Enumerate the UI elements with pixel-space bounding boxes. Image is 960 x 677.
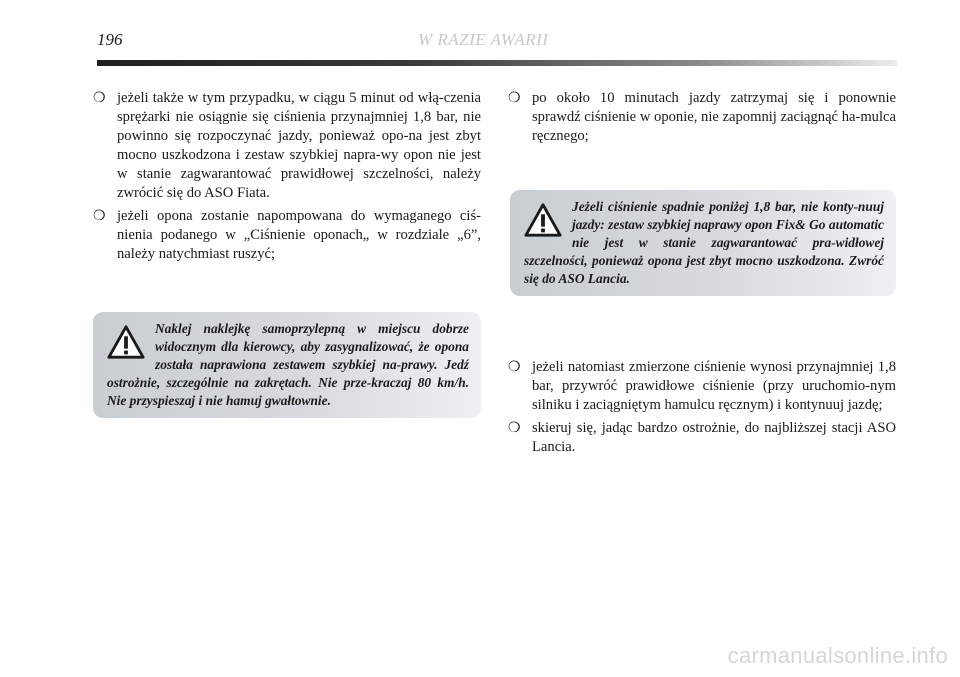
bullet-marker-icon: ❍ xyxy=(93,91,106,106)
bullet-marker-icon: ❍ xyxy=(508,421,521,436)
bullet-text: po około 10 minutach jazdy zatrzymaj się i ponownie sprawdź ciśnienie w oponie, nie zapomnij zaciągnąć ha-mulca ręcznego; xyxy=(532,90,896,144)
bullet-item xyxy=(508,358,896,415)
bullet-text: skieruj się, jadąc bardzo ostrożnie, do najbliższej stacji ASO Lancia. xyxy=(532,420,896,455)
bullet-marker-icon: ❍ xyxy=(93,209,106,224)
bullet-text: jeżeli także w tym przypadku, w ciągu 5 minut od włą-czenia sprężarki nie osiągnie się ciśnienia przynajmniej 1,8 bar, nie powinno się rozpoczynać jazdy, ponieważ opo-na jest zbyt mocno uszkodzona i zestaw szybkiej napra-wy opon nie jest w stanie zagwarantować prawidłowej szczelności, należy zwrócić się do ASO Fiata. xyxy=(117,90,481,201)
warning-triangle-icon xyxy=(524,202,562,238)
watermark: carmanualsonline.info xyxy=(727,643,948,668)
bullet-marker-icon: ❍ xyxy=(508,91,521,106)
bullet-text: jeżeli natomiast zmierzone ciśnienie wynosi przynajmniej 1,8 bar, przywróć prawidłowe ciśnienie (przy uruchomio-nym silniku i zaciągniętym hamulcu ręcznym) i kontynuuj jazdę; xyxy=(532,359,896,413)
bullet-marker-icon: ❍ xyxy=(508,360,521,375)
page-number: 196 xyxy=(97,30,123,49)
bullet-item xyxy=(508,419,896,457)
warning-box-right xyxy=(510,190,896,296)
warning-text: Naklej naklejkę samoprzylepną w miejscu dobrze widocznym dla kierowcy, aby zasygnalizować, że opona została naprawiona zestawem szybkiej na-prawy. Jedź ostrożnie, szczególnie na zakrętach. Nie prze-kraczaj 80 km/h. Nie przyspieszaj i nie hamuj gwałtownie. xyxy=(107,321,469,408)
header-divider xyxy=(97,60,897,66)
warning-text: Jeżeli ciśnienie spadnie poniżej 1,8 bar, nie konty-nuuj jazdy: zestaw szybkiej naprawy opon Fix& Go automatic nie jest w stanie zagwarantować pra-widłowej szczelności, ponieważ opona jest zbyt mocno uszkodzona. Zwróć się do ASO Lancia. xyxy=(524,199,884,286)
right-column-lower xyxy=(508,358,896,461)
right-column xyxy=(508,89,896,150)
warning-triangle-icon xyxy=(107,324,145,360)
bullet-text: jeżeli opona zostanie napompowana do wymaganego ciś-nienia podanego w „Ciśnienie oponach„ w rozdziale „6”, należy natychmiast ruszyć; xyxy=(117,208,481,262)
section-title: W RAZIE AWARII xyxy=(418,30,549,49)
bullet-item xyxy=(93,89,481,203)
warning-box-left xyxy=(93,312,481,418)
left-column xyxy=(93,89,481,268)
bullet-item xyxy=(508,89,896,146)
bullet-item xyxy=(93,207,481,264)
